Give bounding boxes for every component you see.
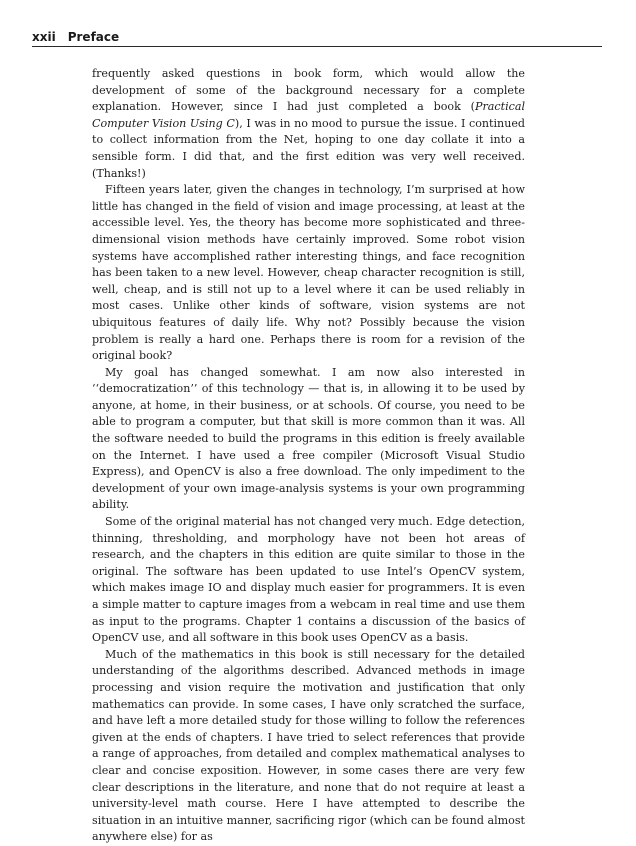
page-number: xxii: [32, 30, 56, 44]
paragraph: Much of the mathematics in this book is still necessary for the detailed understanding of the algorithms described. Advanced methods in image processing and vision require the motivation and justification that only mathematics can provide. In some cases, I have only scratched the surface, and have left a more detailed study for those willing to follow the references given at the ends of chapters. I have tried to select references that provide a range of approaches, from detailed and complex mathematical analyses to clear and concise exposition. However, in some cases there are very few clear descriptions in the literature, and none that do not require at least a university-level math course. Here I have attempted to describe the situation in an intuitive manner, sacrificing rigor (which can be found almost anywhere else) for as: [92, 647, 525, 844]
paragraph: Some of the original material has not changed very much. Edge detection, thinning, thresholding, and morphology have not been hot areas of research, and the chapters in this edition are quite similar to those in the original. The software has been updated to use Intel’s OpenCV system, which makes image IO and display much easier for programmers. It is even a simple matter to capture images from a webcam in real time and use them as input to the programs. Chapter 1 contains a discussion of the basics of OpenCV use, and all software in this book uses OpenCV as a basis.: [92, 515, 525, 645]
running-head: [32, 29, 602, 45]
paragraph: frequently asked questions in book form, which would allow the development of some of the background necessary for a complete explanation. However, since I had just completed a book (Practical Computer Vision Using C), I was in no mood to pursue the issue. I continued to collect information from the Net, hoping to one day collate it into a sensible form. I did that, and the first edition was very well received. (Thanks!): [92, 67, 526, 180]
paragraph: My goal has changed somewhat. I am now also interested in ‘‘democratization’’ of this technology — that is, in allowing it to be used by anyone, at home, in their business, or at schools. Of course, you need to be able to program a computer, but that skill is more common than it was. All the software needed to build the programs in this edition is freely available on the Internet. I have used a free compiler (Microsoft Visual Studio Express), and OpenCV is also a free download. The only impediment to the development of your own image-analysis systems is your own programming ability.: [92, 365, 525, 512]
book-title-italic: Practical Computer Vision Using C: [92, 100, 525, 130]
body-text: [92, 66, 525, 846]
section-title: Preface: [67, 30, 120, 44]
header-rule: [32, 46, 602, 47]
paragraph: Fifteen years later, given the changes in technology, I’m surprised at how little has changed in the field of vision and image processing, at least at the accessible level. Yes, the theory has become more sophisticated and three-dimensional vision methods have certainly improved. Some robot vision systems have accomplished rather interesting things, and face recognition has been taken to a new level. However, cheap character recognition is still, well, cheap, and is still not up to a level where it can be used reliably in most cases. Unlike other kinds of software, vision systems are not ubiquitous features of daily life. Why not? Possibly because the vision problem is really a hard one. Perhaps there is room for a revision of the original book?: [92, 183, 525, 363]
